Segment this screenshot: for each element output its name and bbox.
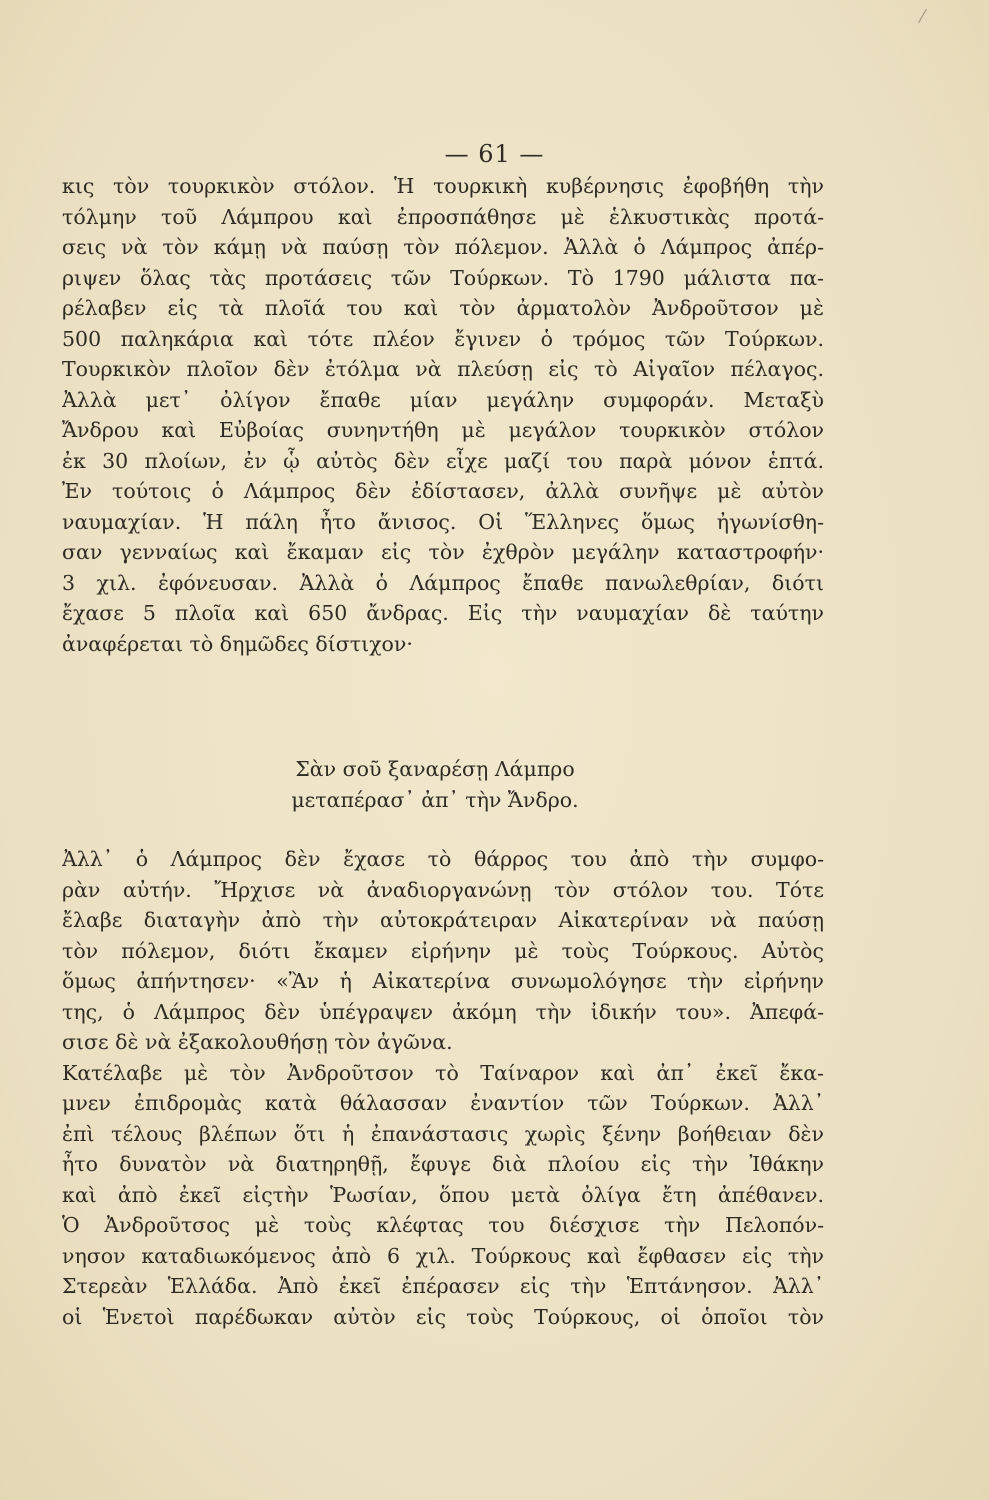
- text-line: Ἄνδρου καὶ Εὐβοίας συνηντήθη μὲ μεγάλον τουρκικὸν στόλον: [62, 418, 824, 442]
- text-line: καὶ ἀπὸ ἐκεῖ εἰςτὴν Ῥωσίαν, ὅπου μετὰ ὀλίγα ἔτη ἀπέθανεν.: [62, 1182, 824, 1207]
- page-number: — 61 —: [444, 140, 545, 168]
- text-line: ἔλαβε διαταγὴν ἀπὸ τὴν αὐτοκράτειραν Αἰκατερίναν νὰ παύσῃ: [62, 908, 824, 932]
- text-line: ἐκ 30 πλοίων, ἐν ᾧ αὐτὸς δὲν εἶχε μαζί του παρὰ μόνον ἑπτά.: [62, 448, 824, 473]
- text-line: της, ὁ Λάμπρος δὲν ὑπέγραψεν ἀκόμη τὴν ἰδικήν του». Ἀπεφά-: [62, 999, 824, 1024]
- text-line: οἱ Ἑνετοὶ παρέδωκαν αὐτὸν εἰς τοὺς Τούρκους, οἱ ὁποῖοι τὸν: [62, 1304, 824, 1329]
- text-line: τὸν πόλεμον, διότι ἔκαμεν εἰρήνην μὲ τοὺς Τούρκους. Αὐτὸς: [62, 938, 824, 963]
- text-line: κις τὸν τουρκικὸν στόλον. Ἡ τουρκικὴ κυβέρνησις ἐφοβήθη τὴν: [62, 174, 824, 198]
- text-line: 500 παληκάρια καὶ τότε πλέον ἔγινεν ὁ τρόμος τῶν Τούρκων.: [62, 326, 824, 351]
- text-line: ἀναφέρεται τὸ δημῶδες δίστιχον·: [62, 631, 413, 656]
- text-line: Κατέλαβε μὲ τὸν Ἀνδροῦτσον τὸ Ταίναρον καὶ ἀπ᾽ ἐκεῖ ἔκα-: [62, 1060, 824, 1085]
- text-line: σεις νὰ τὸν κάμῃ νὰ παύσῃ τὸν πόλεμον. Ἀλλὰ ὁ Λάμπρος ἀπέρ-: [62, 235, 824, 259]
- text-line: σαν γενναίως καὶ ἔκαμαν εἰς τὸν ἐχθρὸν μεγάλην καταστροφήν·: [62, 540, 824, 564]
- verse-line-1: Σὰν σοῦ ξαναρέσῃ Λάμπρο: [295, 757, 575, 781]
- text-line: τόλμην τοῦ Λάμπρου καὶ ἐπροσπάθησε μὲ ἑλκυστικὰς προτά-: [62, 204, 824, 229]
- text-line: Ἀλλ᾽ ὁ Λάμπρος δὲν ἔχασε τὸ θάρρος του ἀπὸ τὴν συμφο-: [62, 847, 824, 871]
- corner-mark: [918, 9, 927, 23]
- verse-line-2: μεταπέρασ᾽ ἀπ᾽ τὴν Ἄνδρο.: [291, 788, 579, 812]
- text-line: ἦτο δυνατὸν νὰ διατηρηθῇ, ἔφυγε διὰ πλοίου εἰς τὴν Ἰθάκην: [62, 1152, 824, 1176]
- text-line: Στερεὰν Ἑλλάδα. Ἀπὸ ἐκεῖ ἐπέρασεν εἰς τὴν Ἑπτάνησον. Ἀλλ᾽: [62, 1274, 824, 1298]
- text-line: ναυμαχίαν. Ἡ πάλη ἦτο ἄνισος. Οἱ Ἕλληνες ὅμως ἠγωνίσθη-: [62, 509, 824, 534]
- text-line: ριψεν ὅλας τὰς προτάσεις τῶν Τούρκων. Τὸ 1790 μάλιστα πα-: [62, 265, 824, 290]
- text-line: ἔχασε 5 πλοῖα καὶ 650 ἄνδρας. Εἰς τὴν ναυμαχίαν δὲ ταύτην: [62, 601, 824, 625]
- paragraph-block-2: [62, 844, 824, 1332]
- text-line: νησον καταδιωκόμενος ἀπὸ 6 χιλ. Τούρκους καὶ ἔφθασεν εἰς τὴν: [62, 1243, 824, 1268]
- text-line: ρέλαβεν εἰς τὰ πλοῖά του καὶ τὸν ἀρματολὸν Ἀνδροῦτσον μὲ: [62, 296, 824, 320]
- text-line: μνεν ἐπιδρομὰς κατὰ θάλασσαν ἐναντίον τῶν Τούρκων. Ἀλλ᾽: [62, 1091, 824, 1115]
- text-line: ἐπὶ τέλους βλέπων ὅτι ἡ ἐπανάστασις χωρὶς ξένην βοήθειαν δὲν: [62, 1121, 824, 1146]
- text-line: Τουρκικὸν πλοῖον δὲν ἐτόλμα νὰ πλεύσῃ εἰς τὸ Αἰγαῖον πέλαγος.: [62, 357, 824, 381]
- text-line: Ὁ Ἀνδροῦτσος μὲ τοὺς κλέφτας του διέσχισε τὴν Πελοπόν-: [62, 1213, 824, 1237]
- text-line: ὅμως ἀπήντησεν· «Ἂν ἡ Αἰκατερίνα συνωμολόγησε τὴν εἰρήνην: [62, 969, 824, 993]
- text-line: ρὰν αὐτήν. Ἤρχισε νὰ ἀναδιοργανώνῃ τὸν στόλον του. Τότε: [62, 877, 824, 902]
- paragraph-block-1: [62, 171, 824, 659]
- text-line: Ἀλλὰ μετ᾽ ὀλίγον ἔπαθε μίαν μεγάλην συμφοράν. Μεταξὺ: [62, 387, 824, 412]
- text-line: 3 χιλ. ἐφόνευσαν. Ἀλλὰ ὁ Λάμπρος ἔπαθε πανωλεθρίαν, διότι: [62, 570, 824, 595]
- text-line: σισε δὲ νὰ ἐξακολουθήσῃ τὸν ἀγῶνα.: [62, 1030, 453, 1054]
- text-line: Ἐν τούτοις ὁ Λάμπρος δὲν ἐδίστασεν, ἀλλὰ συνῆψε μὲ αὐτὸν: [62, 479, 824, 503]
